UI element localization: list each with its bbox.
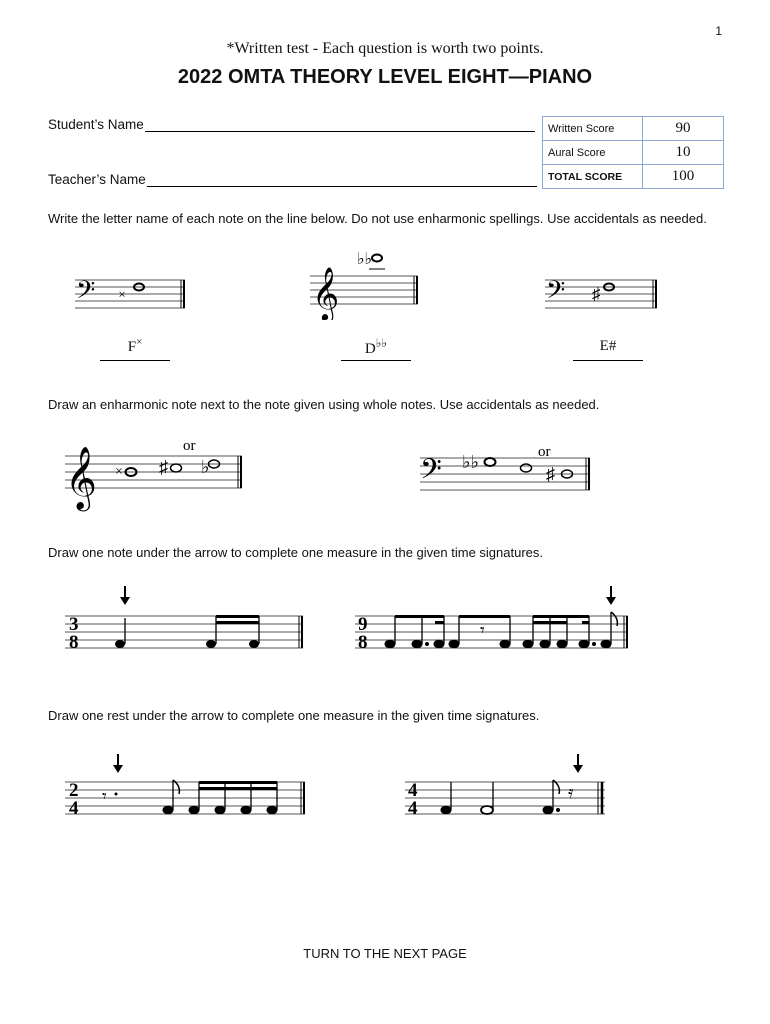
student-name-label: Student’s Name	[48, 117, 144, 132]
time-signature-bottom: 8	[69, 632, 79, 653]
score-value: 90	[643, 117, 724, 141]
score-value: 100	[643, 165, 724, 189]
whole-note-icon	[521, 464, 532, 472]
bass-clef-icon: 𝄢	[76, 277, 96, 310]
score-row-aural	[543, 141, 724, 165]
treble-clef-icon: 𝄞	[312, 268, 340, 319]
or-label: or	[538, 444, 551, 460]
sharp-icon: ♯	[546, 464, 555, 484]
teacher-name-row	[48, 172, 537, 187]
q1-answer-line	[100, 360, 170, 361]
score-label: Written Score	[543, 117, 643, 141]
student-name-row	[48, 117, 535, 132]
q3-staff-1	[60, 580, 310, 660]
answer-letter: D	[364, 341, 376, 357]
sixteenth-note-group	[189, 781, 277, 814]
test-subtitle: *Written test - Each question is worth two points.	[226, 40, 544, 57]
double-flat-icon: ♭♭	[462, 452, 479, 472]
q4-staff-1	[60, 750, 310, 830]
teacher-name-label: Teacher’s Name	[48, 172, 146, 187]
eighth-rest-icon: 𝄾	[480, 620, 485, 640]
q1-answer-1[interactable]	[100, 336, 170, 356]
q2-instruction: Draw an enharmonic note next to the note given using whole notes. Use accidentals as needed.	[48, 397, 600, 412]
sixteenth-note-icon	[601, 612, 617, 648]
eighth-note-group	[449, 615, 510, 648]
q1-answer-line	[573, 360, 643, 361]
q3-instruction: Draw one note under the arrow to complete one measure in the given time signatures.	[48, 545, 543, 560]
score-label: TOTAL SCORE	[543, 165, 643, 189]
sharp-icon: ♯	[592, 284, 601, 304]
whole-note-icon	[171, 464, 182, 472]
sixteenth-rest-icon: 𝄿	[568, 782, 574, 802]
sixteenth-note-icon	[163, 780, 179, 814]
treble-clef-icon: 𝄞	[65, 448, 97, 508]
time-signature-top: 4	[408, 780, 418, 801]
student-name-field[interactable]	[145, 117, 535, 132]
arrow-down-icon	[120, 586, 130, 605]
eighth-note-group	[385, 615, 444, 648]
double-flat-icon: ♭♭	[357, 251, 373, 268]
q1-answer-line	[341, 360, 411, 361]
q1-instruction: Write the letter name of each note on the line below. Do not use enharmonic spellings. Use accidentals as needed.	[48, 211, 707, 226]
arrow-down-icon	[606, 586, 616, 605]
time-signature-top: 9	[358, 614, 368, 635]
q1-answer-3[interactable]	[573, 338, 643, 355]
answer-letter: F	[127, 339, 137, 355]
dotted-eighth-note-icon	[543, 780, 560, 814]
q3-staff-2	[350, 580, 640, 660]
q1-staff-1	[60, 270, 200, 320]
flat-icon: ♭	[201, 457, 210, 477]
arrow-down-icon	[573, 754, 583, 773]
whole-note-icon	[485, 458, 496, 466]
answer-accidental: ×	[136, 336, 143, 348]
time-signature-bottom: 8	[358, 632, 368, 653]
answer-letter: E#	[599, 338, 617, 354]
footer-text: TURN TO THE NEXT PAGE	[303, 946, 467, 961]
q2-staff-1	[55, 430, 255, 515]
time-signature-bottom: 4	[408, 798, 418, 819]
eighth-rest-icon: 𝄾	[102, 786, 107, 806]
double-sharp-icon: ×	[115, 464, 123, 480]
score-value: 10	[643, 141, 724, 165]
page-title: 2022 OMTA THEORY LEVEL EIGHT—PIANO	[177, 66, 593, 88]
time-signature-bottom: 4	[69, 798, 79, 819]
time-signature-top: 2	[69, 780, 79, 801]
bass-clef-icon: 𝄢	[546, 277, 566, 310]
sixteenth-note-group	[523, 615, 596, 648]
sixteenth-note-icon	[249, 640, 259, 648]
q4-instruction: Draw one rest under the arrow to complete one measure in the given time signatures.	[48, 708, 540, 723]
sixteenth-note-icon	[206, 640, 216, 648]
score-label: Aural Score	[543, 141, 643, 165]
q2-staff-2	[410, 438, 600, 503]
answer-accidental: ♭♭	[375, 336, 388, 350]
arrow-down-icon	[113, 754, 123, 773]
bass-clef-icon: 𝄢	[420, 455, 442, 492]
time-signature-top: 3	[69, 614, 79, 635]
q1-answer-2[interactable]	[341, 336, 411, 358]
score-row-total	[543, 165, 724, 189]
score-row-written	[543, 117, 724, 141]
q1-staff-3	[535, 270, 665, 320]
page-number: 1	[715, 24, 722, 38]
score-box	[542, 116, 724, 189]
q1-staff-2	[300, 245, 430, 320]
or-label: or	[183, 438, 196, 454]
double-sharp-icon: ×	[118, 286, 126, 302]
q4-staff-2	[400, 750, 615, 830]
quarter-note-icon	[115, 640, 125, 648]
teacher-name-field[interactable]	[147, 172, 537, 187]
sharp-icon: ♯	[159, 457, 168, 477]
whole-note-icon	[372, 255, 382, 262]
